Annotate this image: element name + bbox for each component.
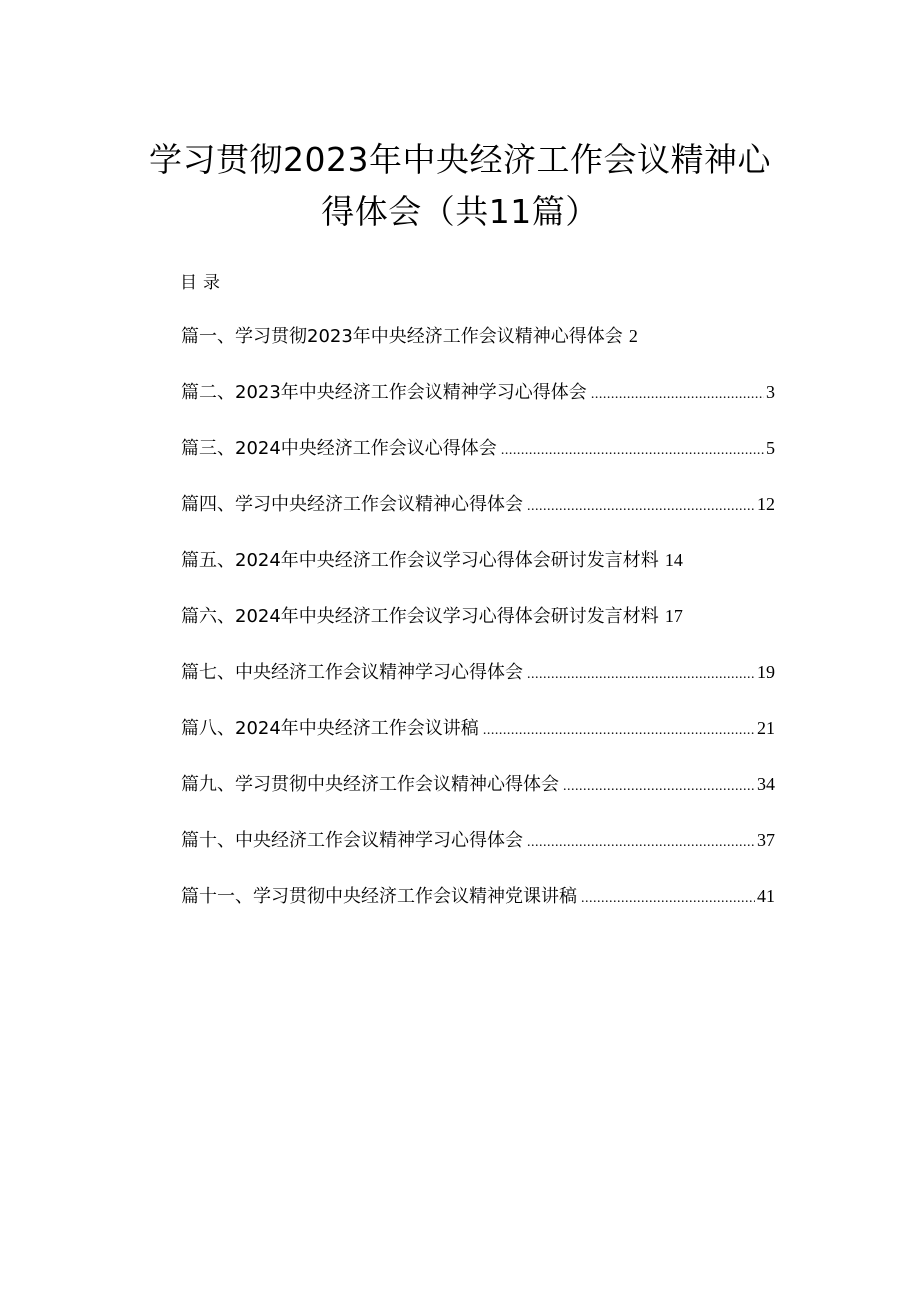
toc-entry-page: 34 (757, 774, 775, 794)
toc-entry-page: 2 (628, 326, 638, 346)
dot-leader (527, 489, 755, 525)
document-title-line-2: 得体会（共11篇） (321, 192, 599, 231)
dot-leader (581, 881, 755, 917)
dot-leader (527, 657, 755, 693)
toc-entry-2[interactable] (181, 374, 775, 430)
toc-entry-label: 篇八、2024年中央经济工作会议讲稿 (181, 718, 479, 739)
toc-entry-label: 篇十、中央经济工作会议精神学习心得体会 (181, 830, 523, 851)
toc-entry-page: 17 (664, 606, 683, 626)
toc-entry-label: 篇一、学习贯彻2023年中央经济工作会议精神心得体会 (181, 326, 623, 347)
toc-entry-7[interactable] (181, 654, 775, 710)
toc-entry-1[interactable] (181, 318, 775, 374)
toc-entry-label: 篇六、2024年中央经济工作会议学习心得体会研讨发言材料 (181, 606, 659, 627)
toc-entry-8[interactable] (181, 710, 775, 766)
toc-entry-9[interactable] (181, 766, 775, 822)
toc-entry-page: 14 (664, 550, 683, 570)
toc-entry-5[interactable] (181, 542, 775, 598)
toc-entry-label: 篇十一、学习贯彻中央经济工作会议精神党课讲稿 (181, 886, 577, 907)
toc-entry-label: 篇七、中央经济工作会议精神学习心得体会 (181, 662, 523, 683)
toc-entry-11[interactable] (181, 878, 775, 934)
toc-entry-page: 37 (757, 830, 775, 850)
toc-heading: 目录 (180, 273, 226, 293)
toc-entry-page: 5 (766, 438, 775, 458)
toc-entry-10[interactable] (181, 822, 775, 878)
toc-entry-label: 篇三、2024中央经济工作会议心得体会 (181, 438, 497, 459)
toc-entry-label: 篇二、2023年中央经济工作会议精神学习心得体会 (181, 382, 587, 403)
toc-entry-4[interactable] (181, 486, 775, 542)
table-of-contents (181, 318, 775, 934)
toc-entry-page: 41 (757, 886, 775, 906)
toc-entry-page: 21 (757, 718, 775, 738)
dot-leader (563, 769, 755, 805)
document-title-line-1: 学习贯彻2023年中央经济工作会议精神心 (149, 140, 771, 179)
dot-leader (527, 825, 755, 861)
toc-entry-label: 篇四、学习中央经济工作会议精神心得体会 (181, 494, 523, 515)
toc-entry-3[interactable] (181, 430, 775, 486)
toc-entry-page: 19 (757, 662, 775, 682)
toc-entry-label: 篇五、2024年中央经济工作会议学习心得体会研讨发言材料 (181, 550, 659, 571)
dot-leader (591, 377, 764, 413)
dot-leader (483, 713, 755, 749)
toc-entry-label: 篇九、学习贯彻中央经济工作会议精神心得体会 (181, 774, 559, 795)
dot-leader (501, 433, 764, 469)
toc-entry-page: 3 (766, 382, 775, 402)
toc-entry-6[interactable] (181, 598, 775, 654)
toc-entry-page: 12 (757, 494, 775, 514)
